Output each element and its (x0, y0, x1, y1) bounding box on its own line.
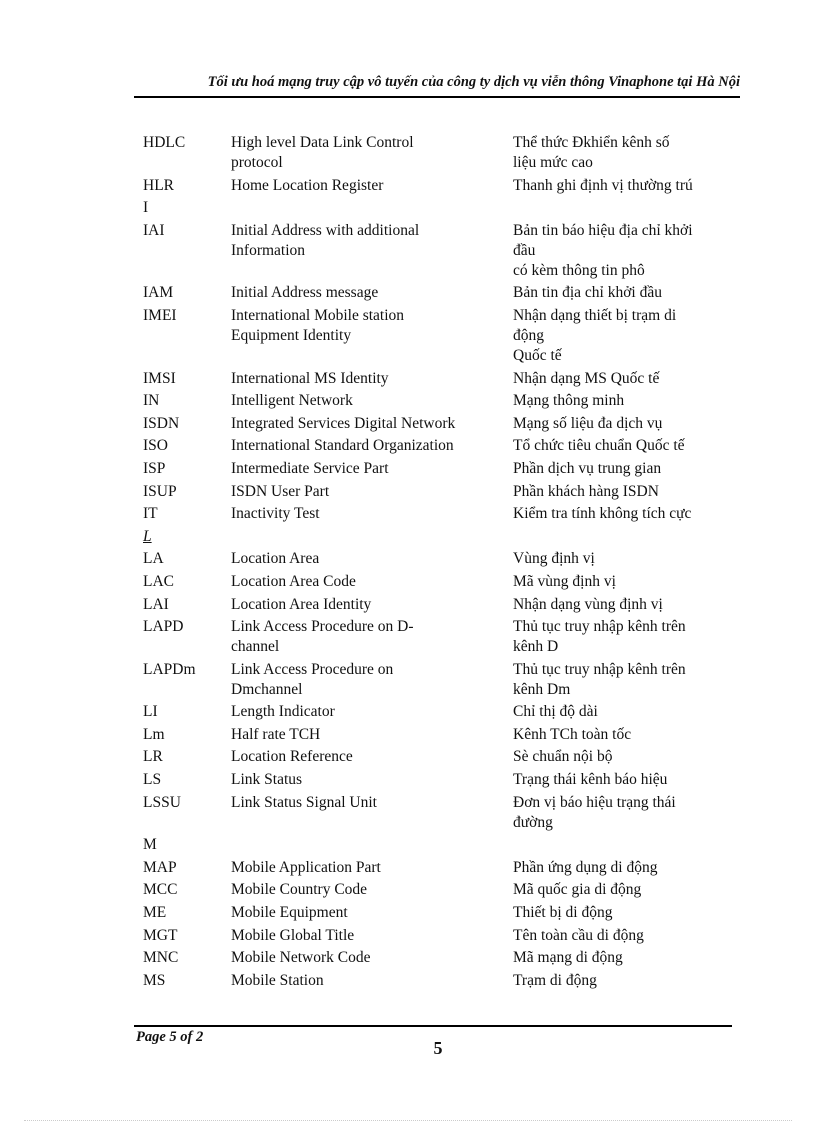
english-term-line: Link Status (231, 771, 303, 789)
abbreviation: LAPDm (143, 660, 196, 678)
glossary-row (143, 133, 743, 173)
vietnamese-term (513, 747, 743, 767)
english-term-line: Information (231, 241, 306, 259)
abbreviation: Lm (143, 725, 165, 743)
glossary-row (143, 391, 743, 411)
english-term (231, 572, 513, 592)
glossary-row (143, 948, 743, 968)
abbreviation: ME (143, 904, 167, 922)
vietnamese-term-line: Thanh ghi định vị thường trú (513, 176, 693, 194)
english-term (231, 221, 513, 281)
abbreviation: HDLC (143, 134, 186, 151)
english-term-line: ISDN User Part (231, 482, 330, 500)
english-term (231, 482, 513, 502)
glossary-section-h (143, 133, 743, 196)
vietnamese-term (513, 459, 743, 479)
vietnamese-term-line: Thủ tục truy nhập kênh trên (513, 618, 686, 636)
vietnamese-term-line: Phần ứng dụng di động (513, 858, 658, 876)
english-term (231, 926, 513, 946)
english-term (231, 369, 513, 389)
glossary-row (143, 306, 743, 366)
abbreviation: MNC (143, 949, 179, 967)
english-term (231, 793, 513, 833)
vietnamese-term-line: Chỉ thị độ dài (513, 703, 598, 721)
vietnamese-term-line: Mạng số liệu đa dịch vụ (513, 414, 663, 432)
vietnamese-term (513, 903, 743, 923)
glossary-row (143, 793, 743, 833)
abbreviation: ISUP (143, 482, 177, 500)
glossary-row (143, 283, 743, 303)
english-term-line: Dmchannel (231, 680, 303, 698)
english-term (231, 858, 513, 878)
abbreviation: IT (143, 505, 158, 523)
abbreviation: ISP (143, 459, 166, 477)
section-letter-m: M (143, 836, 157, 854)
glossary-row (143, 926, 743, 946)
page-header-title: Tối ưu hoá mạng truy cập vô tuyến của công ty dịch vụ viễn thông Vinaphone tại Hà Nội (207, 74, 740, 90)
abbreviation: LI (143, 703, 158, 721)
english-term (231, 725, 513, 745)
english-term-line: Location Reference (231, 748, 353, 766)
glossary-row (143, 971, 743, 991)
section-letter-l: L (143, 527, 152, 545)
footer-divider (134, 1025, 732, 1027)
vietnamese-term (513, 595, 743, 615)
abbreviation: IAM (143, 284, 174, 302)
english-term-line: Link Access Procedure on (231, 660, 394, 678)
vietnamese-term (513, 133, 743, 173)
english-term-line: Location Area (231, 550, 320, 568)
english-term-line: Intelligent Network (231, 392, 353, 410)
english-term (231, 414, 513, 434)
glossary-row (143, 414, 743, 434)
vietnamese-term-line: Phần khách hàng ISDN (513, 482, 659, 500)
english-term-line: protocol (231, 154, 283, 171)
english-term-line: Location Area Identity (231, 595, 372, 613)
english-term (231, 702, 513, 722)
glossary-row (143, 436, 743, 456)
vietnamese-term-line: Kênh TCh toàn tốc (513, 725, 632, 743)
english-term (231, 903, 513, 923)
vietnamese-term-line: Trạng thái kênh báo hiệu (513, 771, 668, 789)
english-term-line: International Mobile station (231, 306, 405, 324)
vietnamese-term (513, 858, 743, 878)
glossary-row (143, 660, 743, 700)
english-term (231, 176, 513, 196)
vietnamese-term (513, 702, 743, 722)
glossary-row (143, 221, 743, 281)
vietnamese-term (513, 572, 743, 592)
vietnamese-term-line: Vùng định vị (513, 550, 595, 568)
vietnamese-term-line: Tên toàn cầu di động (513, 926, 644, 944)
english-term-line: Half rate TCH (231, 725, 321, 743)
vietnamese-term (513, 617, 743, 657)
glossary-row (143, 617, 743, 657)
abbreviation: LAC (143, 572, 174, 590)
vietnamese-term (513, 660, 743, 700)
vietnamese-term-line: Nhận dạng MS Quốc tế (513, 369, 660, 387)
english-term (231, 306, 513, 366)
section-letter-i: I (143, 199, 149, 217)
vietnamese-term (513, 221, 743, 281)
vietnamese-term (513, 948, 743, 968)
abbreviation: ISO (143, 437, 168, 455)
english-term (231, 660, 513, 700)
glossary-row (143, 770, 743, 790)
english-term-line: Mobile Global Title (231, 926, 355, 944)
english-term-line: Mobile Equipment (231, 904, 348, 922)
page-bottom-edge (24, 1120, 792, 1121)
english-term-line: channel (231, 638, 280, 656)
abbreviation: IMEI (143, 306, 177, 324)
english-term-line: Link Status Signal Unit (231, 793, 377, 811)
glossary-section-i (143, 221, 743, 524)
abbreviation: LA (143, 550, 164, 568)
abbreviation: LS (143, 771, 162, 789)
vietnamese-term (513, 770, 743, 790)
abbreviation-glossary (143, 133, 743, 993)
vietnamese-term (513, 880, 743, 900)
vietnamese-term-line: Mã mạng di động (513, 949, 623, 967)
vietnamese-term-line: Quốc tế (513, 346, 562, 364)
english-term-line: Mobile Network Code (231, 949, 371, 967)
abbreviation: HLR (143, 176, 174, 194)
abbreviation: MGT (143, 926, 178, 944)
vietnamese-term (513, 504, 743, 524)
glossary-section-m (143, 858, 743, 991)
footer-page-label: Page 5 of 2 (136, 1029, 204, 1045)
english-term-line: Equipment Identity (231, 326, 352, 344)
english-term-line: Mobile Country Code (231, 881, 368, 899)
vietnamese-term (513, 971, 743, 991)
vietnamese-term (513, 549, 743, 569)
glossary-row (143, 572, 743, 592)
english-term (231, 880, 513, 900)
vietnamese-term-line: Bản tin báo hiệu địa chỉ khởi (513, 221, 693, 239)
header-divider (134, 96, 740, 98)
english-term-line: Home Location Register (231, 176, 384, 194)
glossary-row (143, 369, 743, 389)
glossary-row (143, 549, 743, 569)
abbreviation: MS (143, 971, 166, 989)
vietnamese-term-line: Thiết bị di động (513, 904, 613, 922)
glossary-row (143, 595, 743, 615)
vietnamese-term-line: kênh Dm (513, 680, 571, 698)
english-term-line: High level Data Link Control (231, 134, 414, 151)
abbreviation: IMSI (143, 369, 176, 387)
english-term (231, 133, 513, 173)
vietnamese-term (513, 306, 743, 366)
vietnamese-term-line: Thủ tục truy nhập kênh trên (513, 660, 686, 678)
english-term (231, 948, 513, 968)
glossary-row (143, 858, 743, 878)
english-term (231, 436, 513, 456)
vietnamese-term-line: kênh D (513, 638, 559, 656)
vietnamese-term (513, 436, 743, 456)
english-term (231, 617, 513, 657)
english-term-line: Location Area Code (231, 572, 356, 590)
abbreviation: MCC (143, 881, 178, 899)
vietnamese-term-line: Mã quốc gia di động (513, 881, 642, 899)
vietnamese-term-line: Sè chuẩn nội bộ (513, 748, 613, 766)
english-term (231, 283, 513, 303)
vietnamese-term (513, 369, 743, 389)
vietnamese-term (513, 482, 743, 502)
abbreviation: LAPD (143, 618, 184, 636)
glossary-row (143, 459, 743, 479)
glossary-row (143, 903, 743, 923)
english-term-line: Integrated Services Digital Network (231, 414, 456, 432)
english-term (231, 971, 513, 991)
vietnamese-term (513, 725, 743, 745)
vietnamese-term (513, 283, 743, 303)
vietnamese-term-line: Nhận dạng thiết bị trạm di (513, 306, 677, 324)
vietnamese-term-line: Bản tin địa chỉ khởi đầu (513, 284, 662, 302)
vietnamese-term (513, 176, 743, 196)
vietnamese-term-line: đầu (513, 241, 536, 259)
english-term (231, 459, 513, 479)
vietnamese-term-line: Trạm di động (513, 971, 597, 989)
vietnamese-term (513, 793, 743, 833)
english-term-line: Mobile Application Part (231, 858, 381, 876)
abbreviation: IN (143, 392, 160, 410)
english-term-line: Initial Address with additional (231, 221, 420, 239)
english-term (231, 595, 513, 615)
vietnamese-term-line: Mã vùng định vị (513, 572, 616, 590)
abbreviation: LR (143, 748, 163, 766)
glossary-row (143, 747, 743, 767)
english-term-line: Length Indicator (231, 703, 335, 721)
english-term-line: Mobile Station (231, 971, 324, 989)
english-term (231, 770, 513, 790)
english-term-line: Initial Address message (231, 284, 379, 302)
vietnamese-term-line: Đơn vị báo hiệu trạng thái (513, 793, 676, 811)
vietnamese-term-line: Tổ chức tiêu chuẩn Quốc tế (513, 437, 685, 455)
english-term (231, 504, 513, 524)
english-term-line: Intermediate Service Part (231, 459, 389, 477)
glossary-row (143, 176, 743, 196)
vietnamese-term (513, 414, 743, 434)
abbreviation: LSSU (143, 793, 181, 811)
glossary-row (143, 880, 743, 900)
english-term (231, 549, 513, 569)
vietnamese-term-line: liệu mức cao (513, 154, 593, 171)
vietnamese-term-line: Thể thức Đkhiển kênh số (513, 134, 670, 151)
vietnamese-term-line: đường (513, 813, 553, 831)
english-term (231, 747, 513, 767)
abbreviation: ISDN (143, 414, 180, 432)
english-term (231, 391, 513, 411)
vietnamese-term-line: Mạng thông minh (513, 392, 625, 410)
abbreviation: MAP (143, 858, 177, 876)
english-term-line: International Standard Organization (231, 437, 454, 455)
vietnamese-term (513, 391, 743, 411)
vietnamese-term-line: động (513, 326, 544, 344)
vietnamese-term-line: Kiểm tra tính không tích cực (513, 505, 692, 523)
glossary-row (143, 702, 743, 722)
glossary-row (143, 504, 743, 524)
vietnamese-term-line: có kèm thông tin phô (513, 261, 645, 279)
vietnamese-term-line: Nhận dạng vùng định vị (513, 595, 663, 613)
page-number: 5 (433, 1038, 443, 1058)
glossary-row (143, 482, 743, 502)
english-term-line: Link Access Procedure on D- (231, 618, 414, 636)
vietnamese-term (513, 926, 743, 946)
glossary-section-l (143, 549, 743, 832)
english-term-line: International MS Identity (231, 369, 389, 387)
abbreviation: LAI (143, 595, 169, 613)
glossary-row (143, 725, 743, 745)
english-term-line: Inactivity Test (231, 505, 320, 523)
abbreviation: IAI (143, 221, 165, 239)
vietnamese-term-line: Phần dịch vụ trung gian (513, 459, 662, 477)
